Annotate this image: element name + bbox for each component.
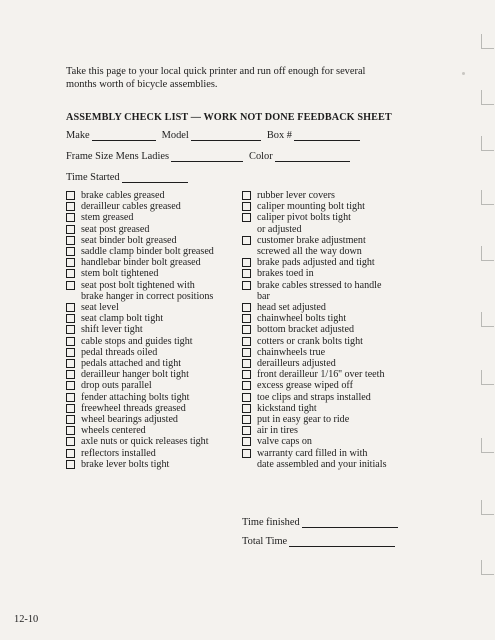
checkbox[interactable] — [242, 370, 251, 379]
checklist-item-label: derailleurs adjusted — [257, 358, 336, 370]
left-checklist-item[interactable] — [66, 257, 234, 268]
left-checklist-item[interactable] — [66, 380, 234, 391]
checklist-item-label: customer brake adjustment screwed all the way down — [257, 234, 366, 258]
checklist-item-label: brake lever bolts tight — [81, 458, 170, 470]
time-finished-blank[interactable] — [302, 517, 398, 528]
left-checklist-item[interactable] — [66, 448, 234, 459]
checklist-item-label: excess grease wiped off — [257, 380, 353, 392]
checkbox[interactable] — [242, 325, 251, 334]
checkbox[interactable] — [66, 213, 75, 222]
checklist-item-label: brake cables greased — [81, 190, 165, 201]
checkbox[interactable] — [66, 236, 75, 245]
checklist-item-label: handlebar binder bolt greased — [81, 257, 201, 269]
left-checklist-item[interactable] — [66, 280, 234, 302]
page-number: 12-10 — [14, 614, 39, 625]
checklist-item-label: derailleur cables greased — [81, 201, 181, 213]
checkbox[interactable] — [66, 258, 75, 267]
checklist-item-label: seat binder bolt greased — [81, 234, 177, 246]
checklist-item-label: rubber lever covers — [257, 190, 335, 201]
checklist-item-label: reflectors installed — [81, 447, 156, 459]
checklist-item-label: put in easy gear to ride — [257, 414, 350, 426]
checkbox[interactable] — [66, 359, 75, 368]
box-blank[interactable] — [294, 130, 360, 141]
checklist-item-label: brake pads adjusted and tight — [257, 257, 375, 269]
model-field[interactable] — [162, 130, 261, 141]
checkbox[interactable] — [242, 449, 251, 458]
checklist-item-label: wheel bearings adjusted — [81, 414, 178, 426]
time-started-field[interactable] — [66, 172, 188, 183]
frame-size-label: Frame Size Mens Ladies — [66, 151, 170, 162]
checkbox[interactable] — [66, 437, 75, 446]
left-checklist-item[interactable] — [66, 425, 234, 436]
checklist-right-column — [242, 190, 420, 470]
punch-hole-mark — [462, 72, 465, 75]
make-model-row — [66, 130, 366, 141]
left-checklist-item[interactable] — [66, 201, 234, 212]
checklist-item-label: seat clamp bolt tight — [81, 313, 164, 325]
checklist-item-label: chainwheels true — [257, 346, 326, 358]
box-label: Box # — [266, 130, 292, 141]
checklist-item-label: drop outs parallel — [81, 380, 152, 392]
checklist-item-label: seat post greased — [81, 223, 150, 235]
frame-size-blank[interactable] — [171, 151, 243, 162]
checkbox[interactable] — [66, 460, 75, 469]
edge-tab-mark — [481, 190, 494, 205]
left-checklist-item[interactable] — [66, 392, 234, 403]
time-finished-label: Time finished — [242, 517, 300, 528]
checkbox[interactable] — [242, 437, 251, 446]
checklist-item-label: seat post bolt tightened with brake hanger in correct positions — [81, 279, 214, 302]
right-checklist-item[interactable] — [242, 212, 420, 234]
edge-tab-mark — [481, 136, 494, 151]
checkbox[interactable] — [66, 415, 75, 424]
checklist-item-label: chainwheel bolts tight — [257, 313, 347, 325]
color-label: Color — [249, 151, 273, 162]
left-checklist-item[interactable] — [66, 358, 234, 369]
left-checklist-item[interactable] — [66, 347, 234, 358]
checkbox[interactable] — [66, 225, 75, 234]
checklist-item-label: freewheel threads greased — [81, 402, 186, 414]
frame-size-field[interactable] — [66, 151, 243, 162]
time-started-label: Time Started — [66, 172, 120, 183]
checkbox[interactable] — [66, 393, 75, 402]
color-blank[interactable] — [275, 151, 350, 162]
checklist-item-label: front derailleur 1/16'' over teeth — [257, 369, 385, 381]
checklist-item-label: cable stops and guides tight — [81, 335, 193, 347]
checklist-item-label: seat level — [81, 302, 119, 314]
model-blank[interactable] — [191, 130, 261, 141]
right-checklist-item[interactable] — [242, 347, 420, 358]
checkbox[interactable] — [66, 303, 75, 312]
checkbox[interactable] — [242, 337, 251, 346]
edge-tab-mark — [481, 90, 494, 105]
checkbox[interactable] — [66, 370, 75, 379]
checklist-item-label: stem greased — [81, 212, 134, 224]
checklist-item-label: axle nuts or quick releases tight — [81, 436, 209, 448]
left-checklist-item[interactable] — [66, 369, 234, 380]
checkbox[interactable] — [242, 314, 251, 323]
checklist-item-label: kickstand tight — [257, 402, 317, 414]
left-checklist-item[interactable] — [66, 302, 234, 313]
right-checklist-item[interactable] — [242, 392, 420, 403]
checkbox[interactable] — [66, 314, 75, 323]
edge-tab-mark — [481, 246, 494, 261]
checklist-item-label: head set adjusted — [257, 302, 326, 314]
checkbox[interactable] — [242, 191, 251, 200]
total-time-blank[interactable] — [289, 536, 395, 547]
checklist-item-label: shift lever tight — [81, 324, 143, 336]
checklist-item-label: pedal threads oiled — [81, 346, 158, 358]
make-label: Make — [66, 130, 90, 141]
left-checklist-item[interactable] — [66, 336, 234, 347]
right-checklist-item[interactable] — [242, 358, 420, 369]
intro-text: Take this page to your local quick printer and run off enough for several months worth of bicycle assemblies. — [66, 66, 366, 90]
color-field[interactable] — [249, 151, 350, 162]
right-checklist-item[interactable] — [242, 324, 420, 335]
left-checklist-item[interactable] — [66, 436, 234, 447]
checklist-item-label: brakes toed in — [257, 268, 314, 280]
edge-tab-mark — [481, 370, 494, 385]
checkbox[interactable] — [66, 325, 75, 334]
checklist-item-label: cotters or crank bolts tight — [257, 335, 363, 347]
right-checklist-item[interactable] — [242, 280, 420, 302]
checkbox[interactable] — [66, 337, 75, 346]
right-checklist-item[interactable] — [242, 235, 420, 257]
checklist-item-label: pedals attached and tight — [81, 358, 182, 370]
checklist-item-label: derailleur hanger bolt tight — [81, 369, 189, 381]
checkbox[interactable] — [242, 348, 251, 357]
checklist-item-label: valve caps on — [257, 436, 312, 448]
left-checklist-item[interactable] — [66, 246, 234, 257]
checkbox[interactable] — [242, 415, 251, 424]
checkbox[interactable] — [66, 348, 75, 357]
right-checklist-item[interactable] — [242, 414, 420, 425]
left-checklist-item[interactable] — [66, 414, 234, 425]
right-checklist-item[interactable] — [242, 369, 420, 380]
total-time-label: Total Time — [242, 536, 288, 547]
checkbox[interactable] — [242, 393, 251, 402]
checkbox[interactable] — [242, 236, 251, 245]
edge-tab-mark — [481, 500, 494, 515]
checkbox[interactable] — [242, 202, 251, 211]
edge-tab-mark — [481, 438, 494, 453]
frame-color-row — [66, 151, 356, 162]
right-checklist-item[interactable] — [242, 448, 420, 470]
model-label: Model — [161, 130, 189, 141]
checkbox[interactable] — [66, 449, 75, 458]
checkbox[interactable] — [242, 426, 251, 435]
make-field[interactable] — [66, 130, 156, 141]
right-checklist-item[interactable] — [242, 436, 420, 447]
edge-tab-mark — [481, 560, 494, 575]
box-field[interactable] — [267, 130, 360, 141]
page-heading: ASSEMBLY CHECK LIST — WORK NOT DONE FEEDBACK SHEET — [66, 112, 392, 123]
left-checklist-item[interactable] — [66, 403, 234, 414]
checklist-item-label: toe clips and straps installed — [257, 391, 371, 403]
time-finished-field[interactable] — [242, 517, 398, 528]
time-started-blank[interactable] — [122, 172, 188, 183]
checklist-item-label: warranty card filled in with date assembled and your initials — [257, 447, 387, 470]
right-checklist-item[interactable] — [242, 336, 420, 347]
checklist-item-label: wheels centered — [81, 425, 146, 437]
checkbox[interactable] — [242, 404, 251, 413]
checkbox[interactable] — [66, 269, 75, 278]
left-checklist-item[interactable] — [66, 235, 234, 246]
checklist-item-label: stem bolt tightened — [81, 268, 159, 280]
right-checklist-item[interactable] — [242, 380, 420, 391]
left-checklist-item[interactable] — [66, 224, 234, 235]
checkbox[interactable] — [242, 381, 251, 390]
checkbox[interactable] — [66, 426, 75, 435]
checkbox[interactable] — [66, 247, 75, 256]
time-started-row — [66, 172, 194, 183]
checkbox[interactable] — [242, 281, 251, 290]
make-blank[interactable] — [92, 130, 156, 141]
checkbox[interactable] — [242, 258, 251, 267]
checkbox[interactable] — [242, 213, 251, 222]
edge-tab-mark — [481, 34, 494, 49]
checkbox[interactable] — [66, 281, 75, 290]
left-checklist-item[interactable] — [66, 459, 234, 470]
edge-tab-mark — [481, 312, 494, 327]
checklist-item-label: fender attaching bolts tight — [81, 391, 190, 403]
checklist-item-label: air in tires — [257, 425, 298, 437]
checkbox[interactable] — [66, 404, 75, 413]
checkbox[interactable] — [242, 303, 251, 312]
checkbox[interactable] — [66, 381, 75, 390]
checkbox[interactable] — [242, 269, 251, 278]
checklist-item-label: caliper pivot bolts tight or adjusted — [257, 212, 351, 235]
checkbox[interactable] — [66, 191, 75, 200]
right-checklist-item[interactable] — [242, 302, 420, 313]
right-checklist-item[interactable] — [242, 425, 420, 436]
checkbox[interactable] — [242, 359, 251, 368]
checklist-item-label: brake cables stressed to handle bar — [257, 279, 382, 302]
right-checklist-item[interactable] — [242, 403, 420, 414]
left-checklist-item[interactable] — [66, 268, 234, 279]
left-checklist-item[interactable] — [66, 324, 234, 335]
right-checklist-item[interactable] — [242, 257, 420, 268]
right-checklist-item[interactable] — [242, 201, 420, 212]
checklist-left-column — [66, 190, 234, 470]
total-time-field[interactable] — [242, 536, 395, 547]
checklist-item-label: caliper mounting bolt tight — [257, 201, 365, 213]
checklist-item-label: bottom bracket adjusted — [257, 324, 354, 336]
left-checklist-item[interactable] — [66, 212, 234, 223]
checklist-item-label: saddle clamp binder bolt greased — [81, 246, 214, 258]
left-checklist-item[interactable] — [66, 313, 234, 324]
left-checklist-item[interactable] — [66, 190, 234, 201]
right-checklist-item[interactable] — [242, 268, 420, 279]
right-checklist-item[interactable] — [242, 190, 420, 201]
right-checklist-item[interactable] — [242, 313, 420, 324]
checkbox[interactable] — [66, 202, 75, 211]
